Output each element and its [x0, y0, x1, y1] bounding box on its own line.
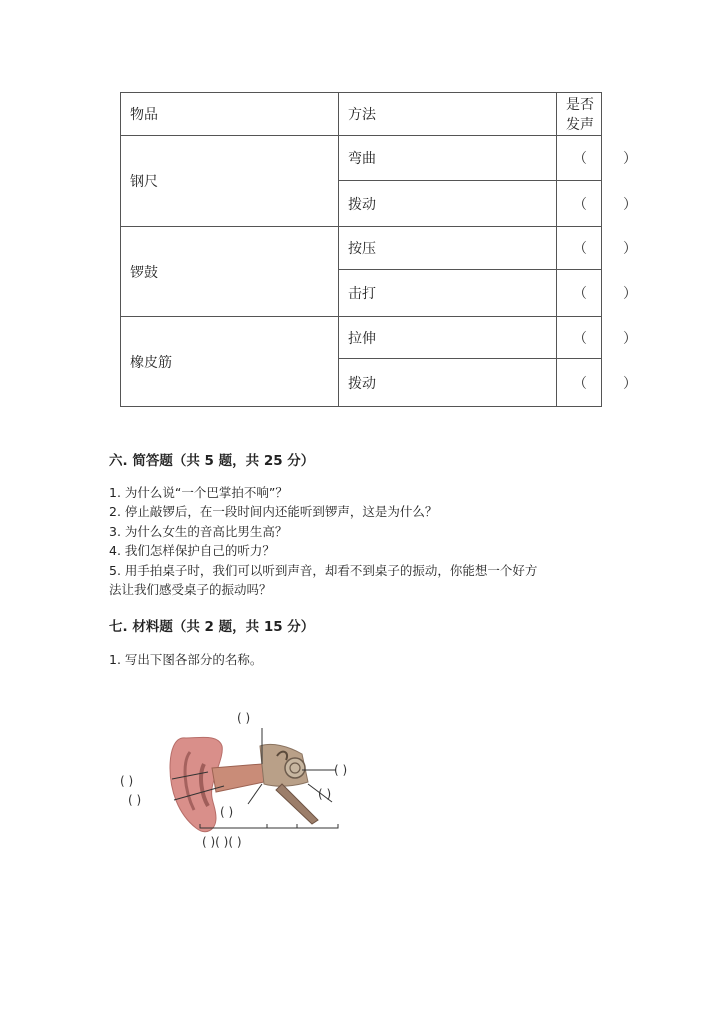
material-question-1: 1. 写出下图各部分的名称。	[109, 652, 263, 667]
header-method: 方法	[339, 93, 557, 136]
sound-experiment-table	[120, 92, 637, 407]
answer-cell[interactable]: （ ）	[557, 136, 602, 181]
eustachian-tube-shape	[276, 784, 318, 824]
method-cell: 弯曲	[339, 136, 557, 181]
blank-top[interactable]: ( )	[237, 711, 251, 725]
section7-title: 七. 材料题（共 2 题，共 15 分）	[109, 619, 315, 635]
method-cell: 拨动	[339, 181, 557, 227]
item-cell: 锣鼓	[121, 227, 339, 317]
method-cell: 击打	[339, 270, 557, 317]
question-1: 1. 为什么说“一个巴掌拍不响”？	[109, 485, 288, 500]
answer-cell[interactable]: （ ）	[557, 317, 602, 359]
blank-bottom[interactable]: ( )( )( )	[202, 835, 242, 849]
section6-questions	[109, 483, 537, 599]
blank-right-2[interactable]: ( )	[318, 787, 332, 801]
section6-title: 六. 简答题（共 5 题，共 25 分）	[109, 453, 315, 469]
answer-cell[interactable]: （ ）	[557, 227, 602, 270]
blank-left-1[interactable]: ( )	[120, 774, 134, 788]
item-cell: 钢尺	[121, 136, 339, 227]
ear-canal-shape	[212, 764, 264, 792]
header-item: 物品	[121, 93, 339, 136]
answer-cell[interactable]: （ ）	[557, 270, 602, 317]
cochlea-shape	[285, 758, 305, 778]
method-cell: 拨动	[339, 359, 557, 407]
method-cell: 拉伸	[339, 317, 557, 359]
blank-left-2[interactable]: ( )	[128, 793, 142, 807]
table-row	[121, 317, 602, 359]
method-cell: 按压	[339, 227, 557, 270]
answer-cell[interactable]: （ ）	[557, 359, 602, 407]
question-2: 2. 停止敲锣后，在一段时间内还能听到锣声，这是为什么？	[109, 504, 438, 520]
table-header-row	[121, 93, 602, 136]
blank-right-1[interactable]: ( )	[334, 763, 348, 777]
question-5-cont: 法让我们感受桌子的振动吗？	[109, 582, 272, 598]
table-row	[121, 136, 602, 181]
question-4: 4. 我们怎样保护自己的听力？	[109, 543, 275, 559]
answer-cell[interactable]: （ ）	[557, 181, 602, 227]
header-sound: 是否发声	[557, 93, 602, 136]
item-cell: 橡皮筋	[121, 317, 339, 407]
ear-diagram	[112, 706, 412, 856]
blank-middle[interactable]: ( )	[220, 805, 234, 819]
question-5: 5. 用手拍桌子时，我们可以听到声音，却看不到桌子的振动，你能想一个好方	[109, 562, 538, 578]
table-row	[121, 227, 602, 270]
question-3: 3. 为什么女生的音高比男生高？	[109, 523, 288, 539]
